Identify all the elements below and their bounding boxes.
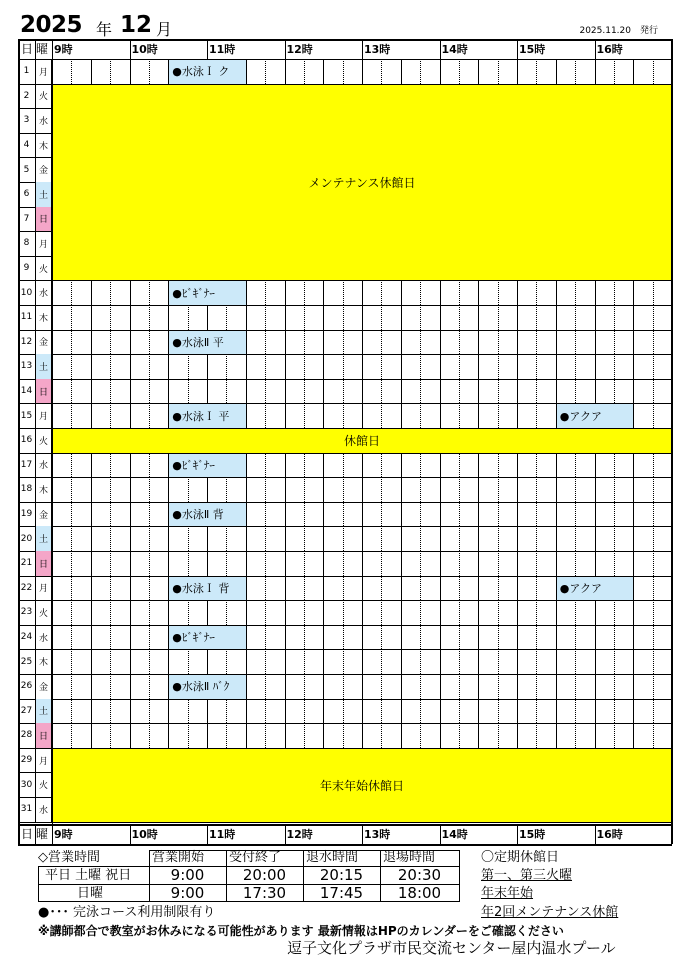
- weekday: 水: [35, 108, 52, 133]
- row-sunday-label: 日曜: [77, 886, 104, 901]
- day-number: 29: [20, 755, 33, 766]
- business-hours-title: ◇営業時間: [38, 850, 100, 865]
- day-number: 21: [20, 558, 33, 569]
- hour-label: 11時: [209, 43, 236, 56]
- day-number: 17: [20, 459, 33, 470]
- hour-label: 12時: [286, 43, 313, 56]
- weekday: 火: [35, 256, 52, 281]
- weekday: 水: [35, 797, 52, 822]
- weekday: 木: [35, 477, 52, 502]
- day-number: 26: [20, 681, 33, 692]
- weekday-reception-end: 20:00: [242, 866, 287, 884]
- lesson-block: ●ﾋﾞｷﾞﾅｰ: [169, 281, 246, 305]
- weekday: 火: [35, 428, 52, 453]
- weekday-swim-end: 20:15: [319, 866, 364, 884]
- weekday: 土: [35, 526, 52, 551]
- header-open: 営業開始: [152, 850, 205, 865]
- hour-label: 16時: [596, 43, 623, 56]
- day-number: 5: [23, 164, 30, 175]
- month: 12: [120, 12, 153, 38]
- day-column-header: 日: [21, 42, 34, 56]
- closure-block: 年末年始休館日: [52, 748, 672, 823]
- weekday: 月: [35, 748, 52, 773]
- weekday-exit: 20:30: [397, 866, 442, 884]
- row-weekday-label: 平日 土曜 祝日: [45, 868, 132, 883]
- sunday-swim-end: 17:45: [319, 884, 364, 902]
- day-number: 25: [20, 656, 33, 667]
- day-number: 31: [20, 804, 33, 815]
- lesson-block: ●ﾋﾞｷﾞﾅｰ: [169, 454, 246, 478]
- lesson-block: ●水泳Ⅱ 平: [169, 331, 246, 355]
- hour-label: 11時: [209, 827, 236, 841]
- day-column-header: 日: [21, 826, 34, 841]
- regular-closure-3: 年2回メンテナンス休館: [481, 905, 619, 920]
- weekday: 金: [35, 157, 52, 182]
- weekday: 木: [35, 649, 52, 674]
- hours-table: [38, 866, 460, 902]
- day-number: 15: [20, 410, 33, 421]
- weekday: 月: [35, 231, 52, 256]
- lesson-block: ●アクア: [557, 404, 634, 428]
- hour-label: 15時: [519, 43, 546, 56]
- weekday-open: 9:00: [170, 866, 205, 884]
- lesson-block: ●水泳Ｉ 背: [169, 577, 246, 601]
- weekday: 金: [35, 330, 52, 355]
- year: 2025: [20, 12, 83, 38]
- hour-label: 12時: [286, 827, 313, 841]
- weekday: 日: [35, 723, 52, 748]
- issue-date: 2025.11.20 発行: [579, 26, 658, 36]
- legend-restriction: ●･･･ 完泳コース利用制限有り: [38, 905, 216, 920]
- day-number: 16: [20, 435, 33, 446]
- weekday: 金: [35, 674, 52, 699]
- weekday: 火: [35, 600, 52, 625]
- lesson-block: ●水泳Ⅱ ﾊﾞｸ: [169, 675, 246, 699]
- weekday: 土: [35, 354, 52, 379]
- hour-label: 14時: [441, 43, 468, 56]
- weekday: 月: [35, 59, 52, 84]
- hour-label: 9時: [54, 827, 73, 841]
- day-number: 23: [20, 607, 33, 618]
- day-number: 10: [20, 287, 33, 298]
- lesson-block: ●水泳Ｉ 平: [169, 404, 246, 428]
- facility-name: 逗子文化プラザ市民交流センター屋内温水プール: [287, 939, 616, 957]
- weekday: 月: [35, 403, 52, 428]
- day-number: 6: [23, 189, 30, 200]
- regular-closure-1: 第一、第三火曜: [481, 868, 573, 883]
- day-number: 9: [23, 263, 30, 274]
- weekday: 日: [35, 551, 52, 576]
- lesson-block: ●水泳Ⅱ 背: [169, 503, 246, 527]
- weekday: 月: [35, 576, 52, 601]
- day-number: 2: [23, 90, 30, 101]
- day-number: 24: [20, 632, 33, 643]
- closure-block: 休館日: [52, 428, 672, 454]
- weekday-column-header: 曜: [36, 826, 49, 841]
- lesson-block: ●ﾋﾞｷﾞﾅｰ: [169, 626, 246, 650]
- header-exit: 退場時間: [383, 850, 436, 865]
- hour-label: 10時: [131, 43, 158, 56]
- day-number: 14: [20, 386, 33, 397]
- day-number: 28: [20, 730, 33, 741]
- month-suffix: 月: [156, 20, 173, 39]
- weekday: 火: [35, 84, 52, 109]
- sunday-open: 9:00: [170, 884, 205, 902]
- day-number: 20: [20, 533, 33, 544]
- hour-label: 9時: [54, 43, 73, 56]
- schedule-grid: [18, 0, 672, 976]
- weekday: 水: [35, 625, 52, 650]
- weekday: 土: [35, 182, 52, 207]
- hour-label: 14時: [441, 827, 468, 841]
- hour-label: 15時: [519, 827, 546, 841]
- header-swim-end: 退水時間: [306, 850, 359, 865]
- regular-closure-title: 〇定期休館日: [481, 850, 560, 865]
- hour-label: 10時: [131, 827, 158, 841]
- weekday: 水: [35, 453, 52, 478]
- closure-block: メンテナンス休館日: [52, 84, 672, 282]
- weekday: 土: [35, 699, 52, 724]
- day-number: 13: [20, 361, 33, 372]
- day-number: 11: [20, 312, 33, 323]
- day-number: 3: [23, 115, 30, 126]
- header-reception-end: 受付終了: [229, 850, 282, 865]
- weekday-column-header: 曜: [36, 42, 49, 56]
- lesson-block: ●アクア: [557, 577, 634, 601]
- lesson-block: ●水泳Ｉ ク: [169, 60, 246, 84]
- weekday: 木: [35, 305, 52, 330]
- sunday-exit: 18:00: [397, 884, 442, 902]
- year-suffix: 年: [96, 20, 113, 39]
- instructor-note: ※講師都合で教室がお休みになる可能性があります 最新情報はHPのカレンダーをご確認ください: [38, 924, 564, 938]
- weekday: 火: [35, 772, 52, 797]
- regular-closure-2: 年末年始: [481, 886, 534, 901]
- day-number: 19: [20, 509, 33, 520]
- hour-label: 16時: [596, 827, 623, 841]
- day-number: 4: [23, 140, 30, 151]
- weekday: 水: [35, 280, 52, 305]
- weekday: 日: [35, 379, 52, 404]
- day-number: 7: [23, 213, 30, 224]
- sunday-reception-end: 17:30: [242, 884, 287, 902]
- day-number: 30: [20, 779, 33, 790]
- weekday: 日: [35, 207, 52, 232]
- day-number: 12: [20, 336, 33, 347]
- hour-label: 13時: [364, 827, 391, 841]
- weekday: 木: [35, 133, 52, 158]
- day-number: 22: [20, 582, 33, 593]
- day-number: 18: [20, 484, 33, 495]
- day-number: 1: [23, 66, 30, 77]
- weekday: 金: [35, 502, 52, 527]
- hour-label: 13時: [364, 43, 391, 56]
- day-number: 27: [20, 705, 33, 716]
- day-number: 8: [23, 238, 30, 249]
